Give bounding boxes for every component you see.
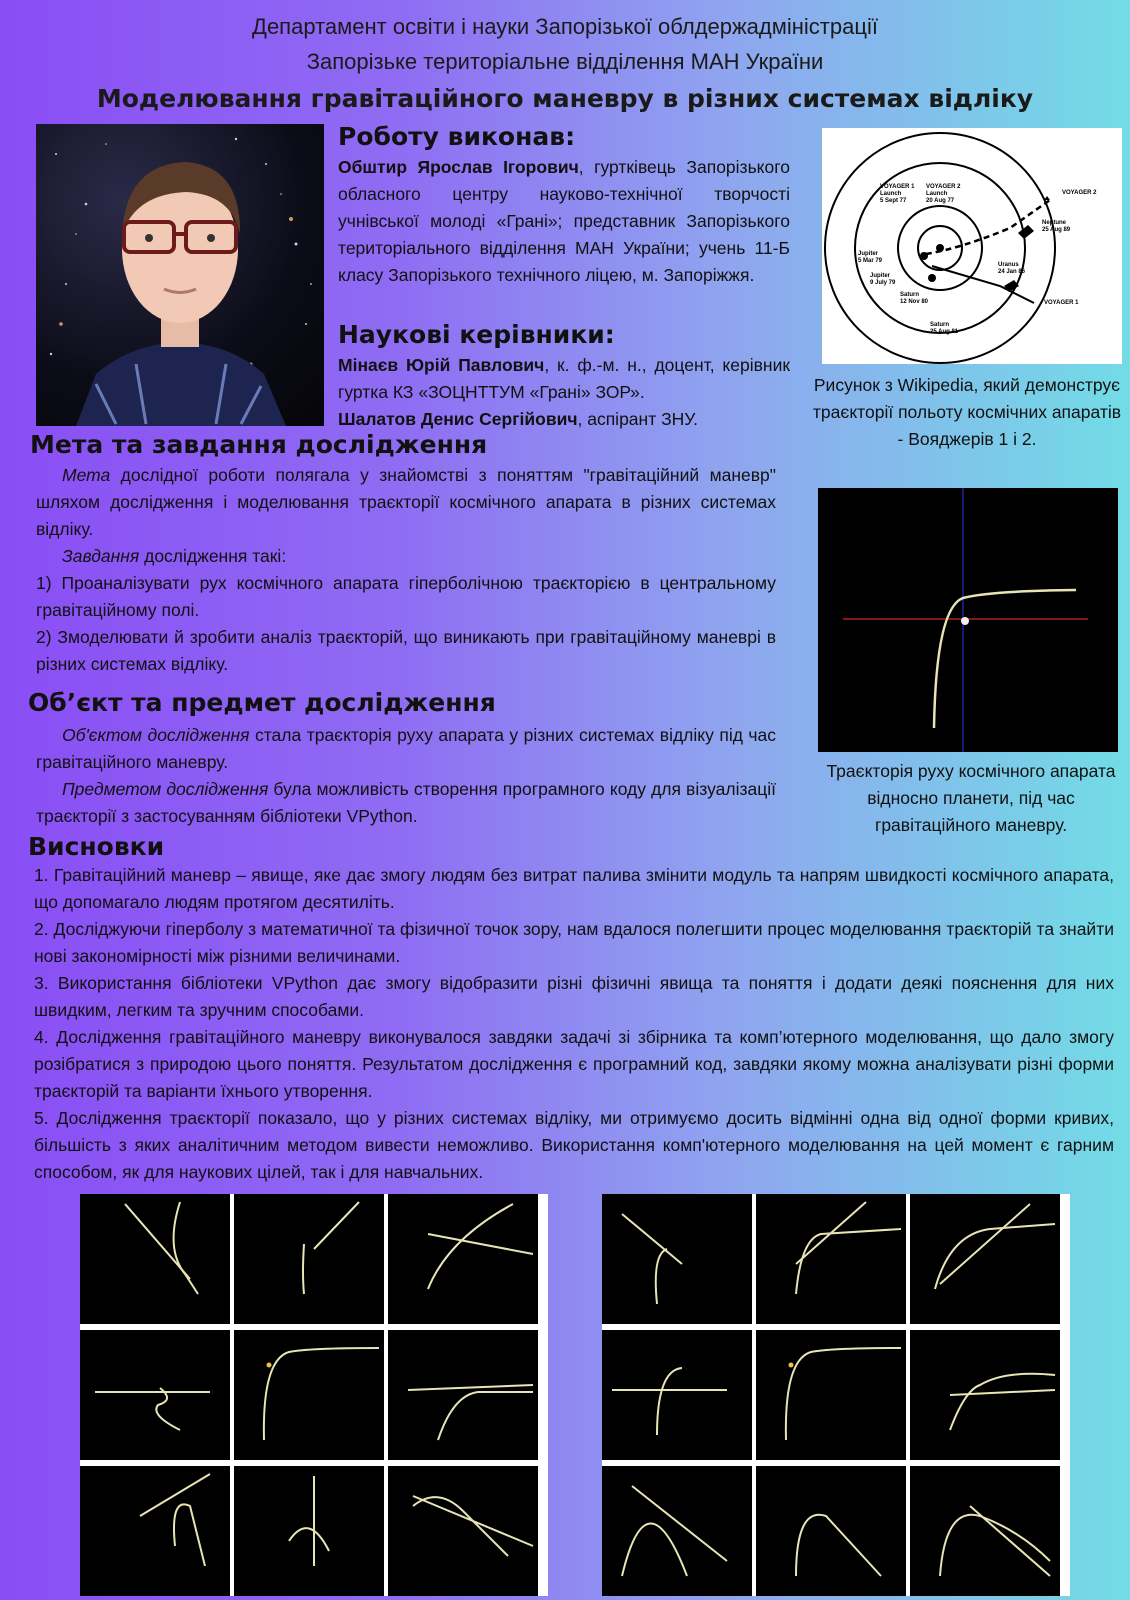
goal-em: Мета: [62, 465, 111, 485]
trajectory-path: [303, 1244, 304, 1294]
label-v2-launch-3: 20 Aug 77: [926, 198, 955, 204]
trajectory-grid-right: [602, 1194, 1070, 1596]
planet-dot: [961, 617, 969, 625]
label-v1-launch-3: 5 Sept 77: [880, 198, 907, 204]
trajectory-path: [622, 1214, 682, 1264]
label-saturn2-1: Saturn: [930, 322, 950, 328]
label-v2-launch-1: VOYAGER 2: [926, 184, 961, 190]
supervisor-1-details: , к. ф.-м. н., доцент, керівник гуртка КЗ «ЗОЦНТТУМ «Грані» ЗОР».: [338, 355, 790, 402]
task-item-1: 1) Проаналізувати рух космічного апарата гіперболічною траєкторією в центральному гравітаційному полі.: [36, 573, 776, 620]
object-em: Об'єктом дослідження: [62, 725, 250, 745]
author-heading: Роботу виконав:: [338, 122, 576, 151]
label-saturn2-2: 25 Aug 81: [930, 329, 959, 335]
trajectory-path: [940, 1204, 1030, 1284]
trajectory-tile: [234, 1466, 384, 1596]
trajectory-path: [174, 1504, 205, 1566]
trajectory-path: [622, 1524, 687, 1577]
trajectory-tile: [602, 1194, 752, 1324]
supervisors-info: [338, 352, 790, 433]
planet-dot: [789, 1363, 794, 1368]
portrait-illustration: [36, 124, 324, 426]
trajectory-path: [970, 1506, 1050, 1576]
trajectory-path: [950, 1390, 1055, 1395]
object-p2: була можливість створення програмного коду для візуалізації траєкторії з застосуванням бібліотеки VPython.: [36, 779, 776, 826]
trajectory-curve: [934, 590, 1076, 728]
label-jupiter2-1: Jupiter: [870, 273, 891, 279]
label-voyager2: VOYAGER 2: [1062, 190, 1097, 196]
trajectory-tile: [910, 1466, 1060, 1596]
trajectory-tile: [80, 1330, 230, 1460]
supervisor-2-name: Шалатов Денис Сергійович: [338, 409, 578, 429]
trajectory-tile: [602, 1330, 752, 1460]
conclusion-item: 1. Гравітаційний маневр – явище, яке дає змогу людям без витрат палива змінити модуль та напрям швидкості космічного апарата, що допомагало людям протягом десятиліть.: [34, 865, 1114, 912]
trajectory-tile: [756, 1330, 906, 1460]
task-item-2: 2) Змоделювати й зробити аналіз траєкторій, що виникають при гравітаційному маневрі в різних системах відліку.: [36, 627, 776, 674]
label-v2-launch-2: Launch: [926, 191, 948, 197]
trajectory-path: [413, 1497, 508, 1556]
trajectory-tile: [910, 1330, 1060, 1460]
trajectory-tile: [756, 1466, 906, 1596]
trajectory-tile: [756, 1194, 906, 1324]
author-photo: [36, 124, 324, 426]
trajectory-path: [264, 1348, 379, 1440]
conclusion-item: 3. Використання бібліотеки VPython дає змогу відобразити різні фізичні явища та поняття і додати деякі пояснення для них швидким, легким та зручним способами.: [34, 973, 1114, 1020]
goal-heading: Мета та завдання дослідження: [30, 430, 488, 459]
trajectory-path: [940, 1515, 1050, 1576]
object-heading: Об’єкт та предмет дослідження: [28, 688, 496, 717]
trajectory-path: [657, 1368, 682, 1435]
figure1-caption: Рисунок з Wikipedia, який демонструє траєкторії польоту космічних апаратів - Вояджерів 1 і 2.: [812, 375, 1122, 449]
tasks-em: Завдання: [62, 546, 140, 566]
trajectory-path: [428, 1234, 533, 1254]
trajectory-path: [935, 1224, 1055, 1289]
trajectory-path: [408, 1385, 533, 1390]
label-uranus-1: Uranus: [998, 262, 1019, 268]
author-info: [338, 154, 790, 289]
label-v1-launch-1: VOYAGER 1: [880, 184, 915, 190]
supervisor-1-name: Мінаєв Юрій Павлович: [338, 355, 545, 375]
label-v1-launch-2: Launch: [880, 191, 902, 197]
label-jupiter1-2: 5 Mar 79: [858, 258, 883, 264]
voyager-diagram: [822, 128, 1122, 364]
object-text: [36, 722, 776, 830]
figure2-caption: Траєкторія руху космічного апарата відносно планети, під час гравітаційного маневру.: [826, 761, 1116, 835]
label-uranus-2: 24 Jan 86: [998, 269, 1026, 275]
subject-em: Предметом дослідження: [62, 779, 269, 799]
trajectory-tile: [80, 1466, 230, 1596]
conclusions-heading: Висновки: [28, 832, 165, 861]
trajectory-tile: [234, 1194, 384, 1324]
trajectory-path: [656, 1249, 667, 1304]
conclusion-item: 5. Дослідження траєкторії показало, що у різних системах відліку, ми отримуємо досить відмінні одна від одної форми кривих, більшість з яких аналітичним методом вивести неможливо. Використання комп'ютерного моделювання на цей момент є гарним способом, як для наукових цілей, так і для навчальних.: [34, 1108, 1114, 1182]
object-p1: стала траєкторія руху апарата у різних системах відліку під час гравітаційного маневру.: [36, 725, 776, 772]
label-neptune-2: 25 Aug 89: [1042, 227, 1071, 233]
trajectory-path: [156, 1388, 180, 1430]
trajectory-path: [950, 1374, 1055, 1430]
trajectory-path: [796, 1202, 866, 1264]
label-jupiter1-1: Jupiter: [858, 251, 879, 257]
author-details: , гуртківець Запорізького обласного центру науково-технічної творчості учнівської молоді «Грані»; представник Запорізького територіального відділення МАН України; учень 11-Б класу Запорізького технічного ліцею, м. Запоріжжя.: [338, 157, 791, 285]
trajectory-tile: [234, 1330, 384, 1460]
trajectory-path: [140, 1474, 210, 1516]
trajectory-plot: [818, 488, 1118, 752]
goal-p2: дослідження такі:: [139, 546, 287, 566]
trajectory-path: [174, 1202, 198, 1294]
trajectory-path: [428, 1204, 513, 1289]
goal-text: [36, 462, 776, 678]
department-line: Департамент освіти і науки Запорізької облдержадміністрації: [252, 14, 878, 39]
label-jupiter2-2: 9 July 79: [870, 280, 896, 286]
trajectory-path: [413, 1496, 533, 1546]
conclusions-list: [34, 862, 1114, 1186]
branch-line: Запорізьке територіальне відділення МАН України: [306, 49, 824, 74]
conclusion-item: 4. Дослідження гравітаційного маневру виконувалося завдяки задачі зі збірника та комп’ютерного моделювання, що дало змогу розібратися з природою цього поняття. Результатом дослідження є програмний код, завдяки якому можна аналізувати різні форми траєкторій та варіанти їхнього утворення.: [34, 1027, 1114, 1101]
supervisor-2-details: , аспірант ЗНУ.: [577, 409, 698, 429]
label-voyager1: VOYAGER 1: [1044, 300, 1079, 306]
trajectory-tile: [80, 1194, 230, 1324]
planet-dot: [267, 1363, 272, 1368]
poster-title: Моделювання гравітаційного маневру в різних системах відліку: [96, 84, 1034, 113]
trajectory-path: [796, 1229, 901, 1294]
trajectory-path: [786, 1348, 901, 1440]
trajectory-tile: [602, 1466, 752, 1596]
trajectory-tile: [388, 1330, 538, 1460]
trajectory-path: [438, 1392, 533, 1440]
label-neptune-1: Neptune: [1042, 220, 1066, 226]
supervisors-heading: Наукові керівники:: [338, 320, 615, 349]
trajectory-tile: [388, 1466, 538, 1596]
label-saturn1-2: 12 Nov 80: [900, 299, 929, 305]
goal-p1: дослідної роботи полягала у знайомстві з поняттям "гравітаційний маневр" шляхом дослідження і моделювання траєкторії космічного апарата в різних системах відліку.: [36, 465, 776, 539]
author-name: Обштир Ярослав Ігорович: [338, 157, 579, 177]
trajectory-tile: [910, 1194, 1060, 1324]
trajectory-grid-left: [80, 1194, 548, 1596]
conclusion-item: 2. Досліджуючи гіперболу з математичної та фізичної точок зору, нам вдалося полегшити процес моделювання траєкторій та знайти нові закономірності між різними величинами.: [34, 919, 1114, 966]
trajectory-path: [314, 1202, 359, 1249]
trajectory-tile: [388, 1194, 538, 1324]
trajectory-path: [796, 1515, 881, 1576]
label-saturn1-1: Saturn: [900, 292, 920, 298]
trajectory-path: [289, 1528, 329, 1551]
